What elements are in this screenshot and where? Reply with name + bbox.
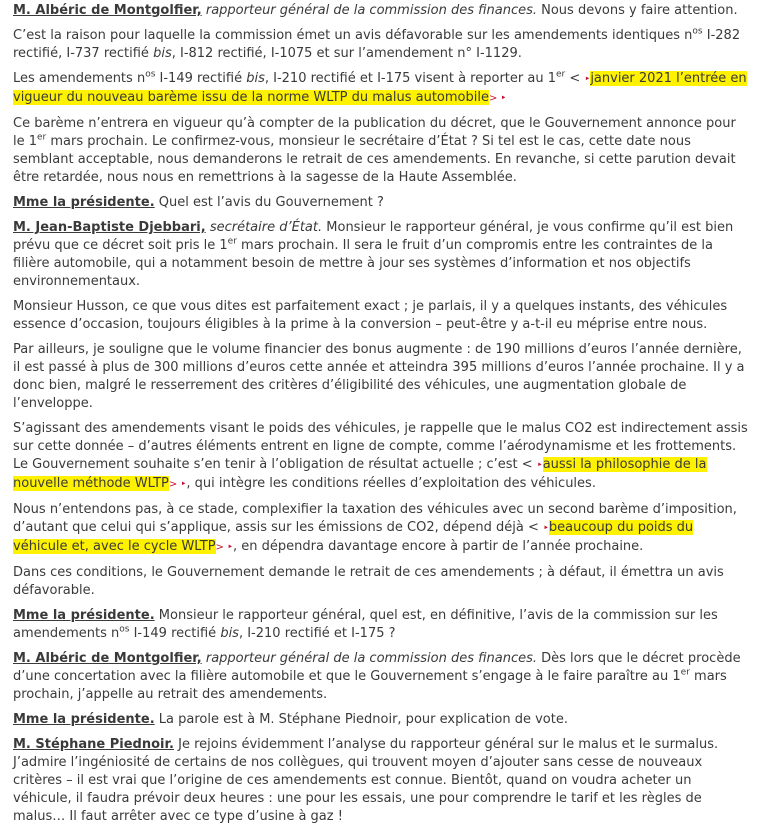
superscript: er <box>37 132 47 143</box>
superscript: os <box>145 69 156 80</box>
open-marker-icon[interactable]: ‣ <box>536 460 543 471</box>
paragraph-text: Quel est l’avis du Gouvernement ? <box>154 195 384 210</box>
paragraph-10 <box>13 501 748 557</box>
paragraph-2 <box>13 27 748 63</box>
superscript: er <box>680 667 690 678</box>
paragraph-text: I-149 rectifié <box>129 626 221 641</box>
paragraph-6 <box>13 219 748 291</box>
paragraph-9 <box>13 420 748 494</box>
paragraph-14 <box>13 711 748 729</box>
highlighted-text: janvier 2021 l’entrée en vigueur du nouveau barème issu de la norme WLTP du malus automobile <box>13 71 747 105</box>
paragraph-5 <box>13 194 748 212</box>
paragraph-3 <box>13 70 748 108</box>
paragraph-text: C’est la raison pour laquelle la commission émet un avis défavorable sur les amendements identiques n <box>13 28 693 43</box>
speaker-name[interactable]: Mme la présidente. <box>13 712 155 727</box>
speaker-name[interactable]: M. Albéric de Montgolfier, <box>13 3 202 18</box>
highlighted-text: aussi la philosophie de la nouvelle méthode WLTP <box>13 457 707 491</box>
paragraph-text: Par ailleurs, je souligne que le volume financier des bonus augmente : de 190 millions d’euros l’année dernière, il est passé à plus de 300 millions d’euros cette année et atteindra 395 millions d’euros l’année prochaine. Il y a donc bien, malgré le resserrement des critères d’éligibilité des véhicules, une augmentation globale de l’enveloppe. <box>13 342 745 411</box>
paragraph-text: Dans ces conditions, le Gouvernement demande le retrait de ces amendements ; à défaut, il émettra un avis défavorable. <box>13 565 724 598</box>
paragraph-text: Monsieur Husson, ce que vous dites est parfaitement exact ; je parlais, il y a quelques instants, des véhicules essence d’occasion, toujours éligibles à la prime à la conversion – peut-être y a-t-il eu méprise entre nous. <box>13 299 728 332</box>
bis-text: bis <box>153 46 172 61</box>
speaker-name[interactable]: Mme la présidente. <box>13 195 155 210</box>
speaker-role: secrétaire d’État. <box>209 220 323 235</box>
paragraph-15 <box>13 736 748 826</box>
highlighted-text: beaucoup du poids du véhicule et, avec le cycle WLTP <box>13 520 694 554</box>
paragraph-text: mars prochain. Le confirmez-vous, monsieur le secrétaire d’État ? Si tel est le cas, cette date nous semblant acceptable, nous demanderons le retrait de ces amendements. En revanche, si cette parution devait être retardée, nous nous en remettrions à la sagesse de la Haute Assemblée. <box>13 134 736 185</box>
paragraph-text: Les amendements n <box>13 71 146 86</box>
paragraph-11 <box>13 564 748 600</box>
speaker-name[interactable]: M. Stéphane Piednoir. <box>13 737 174 752</box>
paragraph-12 <box>13 607 748 643</box>
speaker-name[interactable]: M. Jean-Baptiste Djebbari, <box>13 220 206 235</box>
open-marker-icon[interactable]: ‣ <box>542 523 549 534</box>
bis-text: bis <box>246 71 265 86</box>
paragraph-text: , I-210 rectifié et I-175 visent à reporter au 1 <box>264 71 556 86</box>
paragraph-text: S’agissant des amendements visant le poids des véhicules, je rappelle que le malus CO2 est indirectement assis sur cette donnée – d’autres éléments entrent en ligne de compte, comme l’aérodynamisme et les frottements. Le Gouvernement souhaite s’en tenir à l’obligation de résultat actuelle ; c’est < <box>13 421 748 472</box>
paragraph-text: , qui intègre les conditions réelles d’exploitation des véhicules. <box>186 476 596 491</box>
paragraph-7 <box>13 298 748 334</box>
speaker-role: rapporteur général de la commission des finances. <box>205 651 537 666</box>
paragraph-text: Nous devons y faire attention. <box>537 3 738 18</box>
paragraph-4 <box>13 115 748 187</box>
paragraph-text: , I-210 rectifié et I-175 ? <box>238 626 396 641</box>
paragraph-text: I-282 rectifié, I-737 rectifié <box>13 28 741 61</box>
paragraph-text: Monsieur le rapporteur général, je vous confirme qu’il est bien prévu que ce décret soit pris le 1 <box>13 220 734 253</box>
paragraph-text: < <box>565 71 585 86</box>
speaker-role: rapporteur général de la commission des finances. <box>205 3 537 18</box>
paragraph-13 <box>13 650 748 704</box>
close-marker-icon[interactable]: > ‣ <box>168 479 187 490</box>
paragraph-text: Ce barème n’entrera en vigueur qu’à compter de la publication du décret, que le Gouvernement annonce pour le 1 <box>13 116 736 149</box>
paragraph-text: La parole est à M. Stéphane Piednoir, pour explication de vote. <box>154 712 568 727</box>
paragraph-text: , en dépendra davantage encore à partir de l’année prochaine. <box>233 539 644 554</box>
paragraph-text: mars prochain, j’appelle au retrait des amendements. <box>13 669 727 702</box>
speaker-name[interactable]: M. Albéric de Montgolfier, <box>13 651 202 666</box>
bis-text: bis <box>220 626 239 641</box>
paragraph-text: Dès lors que le décret procède d’une concertation avec la filière automobile et que le Gouvernement s’engage à le faire paraître au 1 <box>13 651 741 684</box>
speaker-name[interactable]: Mme la présidente. <box>13 608 155 623</box>
superscript: os <box>692 26 703 37</box>
close-marker-icon[interactable]: > ‣ <box>215 542 233 553</box>
superscript: er <box>227 236 237 247</box>
paragraph-text: Monsieur le rapporteur général, quel est, en définitive, l’avis de la commission sur les amendements n <box>13 608 718 641</box>
superscript: os <box>119 624 130 635</box>
paragraph-text: Je rejoins évidemment l’analyse du rapporteur général sur le malus et le surmalus. J’admire l’ingéniosité de certains de nos collègues, qui trouvent moyen d’ajouter sans cesse de nouveaux critères – il est vrai que l’origine de ces amendements est connue. Bientôt, quand on voudra acheter un véhicule, il faudra prévoir deux heures : une pour les essais, une pour comprendre le tarif et les règles de malus… Il faut arrêter avec ce type d’usine à gaz ! <box>13 737 719 824</box>
superscript: er <box>555 69 566 80</box>
paragraph-text: Nous n’entendons pas, à ce stade, complexifier la taxation des véhicules avec un second barème d’imposition, d’autant que celui qui s’applique, assis sur les émissions de CO2, dépend déjà < <box>13 502 737 535</box>
close-marker-icon[interactable]: > ‣ <box>488 93 507 104</box>
paragraph-text: , I-812 rectifié, I-1075 et sur l’amendement n° I-1129. <box>171 46 522 61</box>
paragraph-8 <box>13 341 748 413</box>
open-marker-icon[interactable]: ‣ <box>584 74 591 85</box>
paragraph-text: I-149 rectifié <box>155 71 247 86</box>
paragraph-text: mars prochain. Il sera le fruit d’un compromis entre les contraintes de la filière automobile, qui a notamment besoin de mettre à jour ses systèmes d’information et nos objectifs environnementaux. <box>13 238 713 289</box>
paragraph-1 <box>13 2 748 20</box>
